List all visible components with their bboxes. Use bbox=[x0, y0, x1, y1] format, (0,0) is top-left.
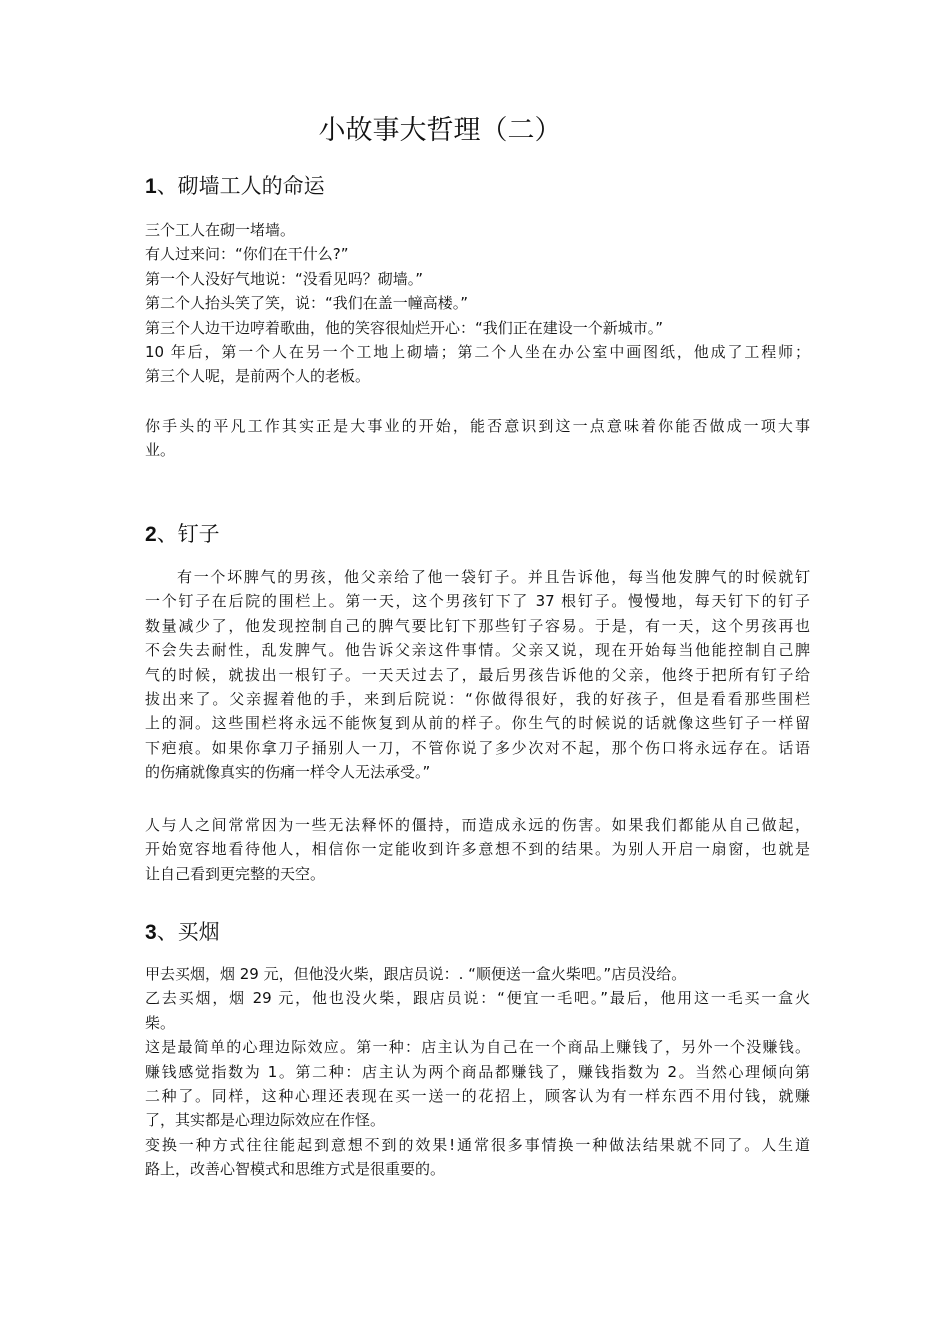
story-line: 第二个人抬头笑了笑，说：“我们在盖一幢高楼。” bbox=[145, 294, 469, 313]
moral-line: 业。 bbox=[145, 441, 176, 460]
story-line: 乙去买烟，烟 29 元，他也没火柴，跟店员说：“便宜一毛吧。”最后，他用这一毛买一盒火 bbox=[145, 989, 810, 1008]
section-heading-2 bbox=[145, 520, 220, 549]
section-2-moral bbox=[145, 813, 810, 886]
story-line: 三个工人在砌一堵墙。 bbox=[145, 221, 296, 239]
story-line: 拔出来了。父亲握着他的手，来到后院说：“你做得很好，我的好孩子，但是看看那些围栏 bbox=[145, 690, 810, 709]
story-line: 二种了。同样，这种心理还表现在买一送一的花招上，顾客认为有一样东西不用付钱，就赚 bbox=[145, 1087, 810, 1106]
section-3-story bbox=[145, 962, 810, 1182]
section-2-story bbox=[145, 565, 810, 785]
story-line: 了，其实都是心理边际效应在作怪。 bbox=[145, 1111, 386, 1130]
story-line: 甲去买烟，烟 29 元，但他没火柴，跟店员说：. “顺便送一盒火柴吧。”店员没给。 bbox=[145, 965, 687, 983]
story-line: 柴。 bbox=[145, 1013, 176, 1032]
story-line: 一个钉子在后院的围栏上。第一天，这个男孩钉下了 37 根钉子。慢慢地，每天钉下的钉子 bbox=[145, 592, 810, 611]
section-number: 3 bbox=[145, 921, 157, 944]
story-line: 不会失去耐性，乱发脾气。他告诉父亲这件事情。父亲又说，现在开始每当他能控制自己脾 bbox=[145, 641, 810, 660]
section-number: 1 bbox=[145, 175, 157, 198]
story-line: 10 年后，第一个人在另一个工地上砌墙；第二个人坐在办公室中画图纸，他成了工程师； bbox=[145, 343, 810, 362]
moral-line: 让自己看到更完整的天空。 bbox=[145, 864, 326, 883]
section-number: 2 bbox=[145, 523, 157, 546]
story-line: 有人过来问：“你们在干什么?” bbox=[145, 245, 349, 264]
story-line: 这是最简单的心理边际效应。第一种：店主认为自己在一个商品上赚钱了，另外一个没赚钱。 bbox=[145, 1038, 810, 1057]
story-line: 有一个坏脾气的男孩，他父亲给了他一袋钉子。并且告诉他，每当他发脾气的时候就钉 bbox=[177, 568, 810, 586]
story-line: 第一个人没好气地说：“没看见吗？砌墙。” bbox=[145, 269, 424, 288]
story-line: 变换一种方式往往能起到意想不到的效果!通常很多事情换一种做法结果就不同了。人生道 bbox=[145, 1135, 810, 1154]
story-line: 赚钱感觉指数为 1。第二种：店主认为两个商品都赚钱了，赚钱指数为 2。当然心理倾向第 bbox=[145, 1062, 810, 1081]
section-1-moral bbox=[145, 414, 810, 463]
section-heading-1 bbox=[145, 172, 325, 201]
story-line: 气的时候，就拔出一根钉子。一天天过去了，最后男孩告诉他的父亲，他终于把所有钉子给 bbox=[145, 665, 810, 684]
story-line: 上的洞。这些围栏将永远不能恢复到从前的样子。你生气的时候说的话就像这些钉子一样留 bbox=[145, 714, 810, 733]
moral-line: 你手头的平凡工作其实正是大事业的开始，能否意识到这一点意味着你能否做成一项大事 bbox=[145, 417, 810, 435]
story-line: 下疤痕。如果你拿刀子捅别人一刀，不管你说了多少次对不起，那个伤口将永远存在。话语 bbox=[145, 738, 810, 757]
story-line: 第三个人边干边哼着歌曲，他的笑容很灿烂开心：“我们正在建设一个新城市。” bbox=[145, 318, 664, 337]
section-title: 、砌墙工人的命运 bbox=[156, 174, 325, 198]
story-line: 第三个人呢，是前两个人的老板。 bbox=[145, 367, 371, 386]
section-heading-3 bbox=[145, 918, 220, 947]
story-line: 数量减少了，他发现控制自己的脾气要比钉下那些钉子容易。于是，有一天，这个男孩再也 bbox=[145, 616, 810, 635]
moral-line: 人与人之间常常因为一些无法释怀的僵持，而造成永远的伤害。如果我们都能从自己做起， bbox=[145, 816, 810, 834]
story-line: 的伤痛就像真实的伤痛一样令人无法承受。” bbox=[145, 763, 431, 782]
page-title: 小故事大哲理（二） bbox=[318, 115, 562, 146]
story-line: 路上，改善心智模式和思维方式是很重要的。 bbox=[145, 1160, 446, 1179]
moral-line: 开始宽容地看待他人，相信你一定能收到许多意想不到的结果。为别人开启一扇窗，也就是 bbox=[145, 840, 810, 859]
section-1-story bbox=[145, 218, 810, 389]
section-title: 、钉子 bbox=[156, 522, 220, 546]
section-title: 、买烟 bbox=[156, 920, 220, 944]
